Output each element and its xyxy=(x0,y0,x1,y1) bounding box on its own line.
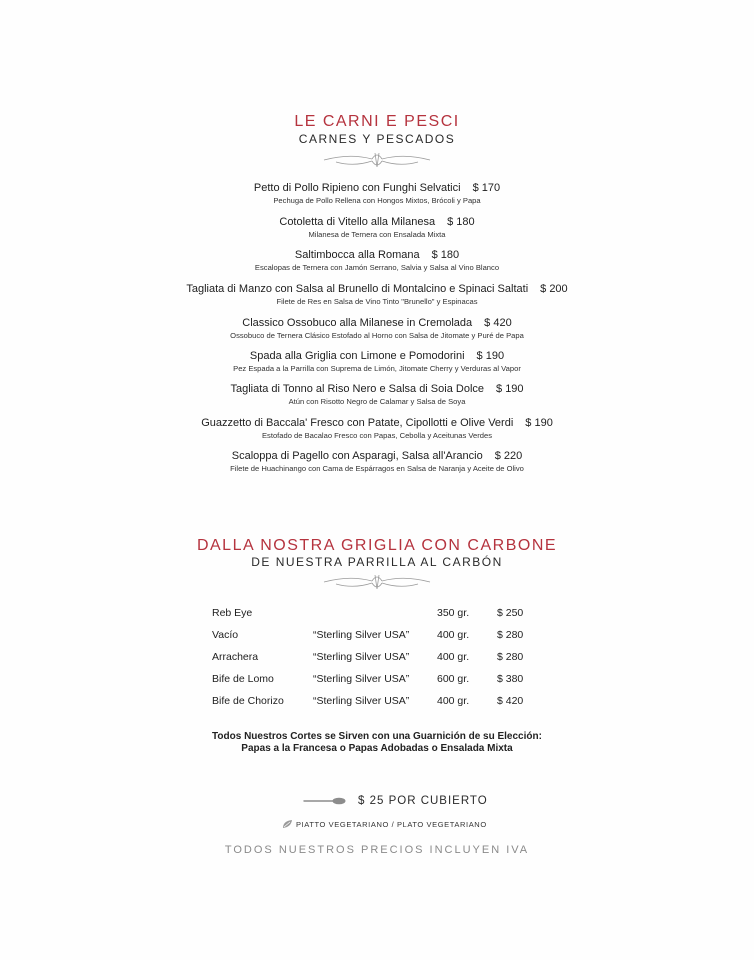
cut-brand: “Sterling Silver USA” xyxy=(313,629,410,641)
cut-weight: 350 gr. xyxy=(437,607,470,619)
price-tax-note: TODOS NUESTROS PRECIOS INCLUYEN IVA xyxy=(224,844,530,856)
dish-name: Tagliata di Manzo con Salsa al Brunello di Montalcino e Spinaci Saltati xyxy=(186,283,529,295)
dish-price: $ 200 xyxy=(540,283,568,295)
ornament-divider-top xyxy=(322,149,432,171)
cut-weight: 400 gr. xyxy=(437,651,470,663)
spoon-icon xyxy=(303,796,347,806)
dish-price: $ 190 xyxy=(525,417,553,429)
dish-price: $ 190 xyxy=(476,350,505,362)
list-item xyxy=(0,181,754,206)
dish-price: $ 170 xyxy=(472,182,501,194)
leaf-icon xyxy=(282,819,293,829)
list-item xyxy=(0,449,754,474)
dish-description: Milanesa de Ternera con Ensalada Mixta xyxy=(308,230,446,239)
dish-name: Spada alla Griglia con Limone e Pomodorini xyxy=(249,350,465,362)
cut-name: Bife de Chorizo xyxy=(212,695,284,707)
list-item xyxy=(0,248,754,273)
section-title-griglia: DALLA NOSTRA GRIGLIA CON CARBONE xyxy=(196,537,558,554)
table-row xyxy=(0,695,754,711)
dish-description: Ossobuco de Ternera Clásico Estofado al Horno con Salsa de Jitomate y Puré de Papa xyxy=(230,331,524,340)
list-item xyxy=(0,349,754,374)
dish-description: Estofado de Bacalao Fresco con Papas, Cebolla y Aceitunas Verdes xyxy=(261,431,493,440)
dish-name: Saltimbocca alla Romana xyxy=(294,249,420,261)
dish-name: Tagliata di Tonno al Riso Nero e Salsa di Soia Dolce xyxy=(230,383,485,395)
dish-name: Petto di Pollo Ripieno con Funghi Selvatici xyxy=(253,182,461,194)
ornament-divider-middle xyxy=(322,571,432,593)
garnish-note-line1: Todos Nuestros Cortes se Sirven con una Guarnición de su Elección: xyxy=(212,731,542,742)
vegetarian-legend: PIATTO VEGETARIANO / PLATO VEGETARIANO xyxy=(296,820,487,829)
cut-name: Vacío xyxy=(212,629,239,641)
dish-name: Classico Ossobuco alla Milanese in Cremolada xyxy=(242,317,473,329)
list-item xyxy=(0,282,754,307)
dish-price: $ 180 xyxy=(431,249,460,261)
cut-weight: 600 gr. xyxy=(437,673,470,685)
cut-brand: “Sterling Silver USA” xyxy=(313,673,410,685)
list-item xyxy=(0,316,754,341)
cut-brand: “Sterling Silver USA” xyxy=(313,695,410,707)
list-item xyxy=(0,416,754,441)
dish-price: $ 220 xyxy=(494,450,523,462)
cut-price: $ 420 xyxy=(497,695,524,707)
section-subtitle-carnes: CARNES Y PESCADOS xyxy=(298,132,456,146)
dish-description: Pez Espada a la Parrilla con Suprema de Limón, Jitomate Cherry y Verduras al Vapor xyxy=(233,364,521,373)
cut-name: Bife de Lomo xyxy=(212,673,274,685)
cut-name: Arrachera xyxy=(212,651,259,663)
table-row xyxy=(0,673,754,689)
dish-price: $ 420 xyxy=(484,317,512,329)
dish-description: Escalopas de Ternera con Jamón Serrano, Salvia y Salsa al Vino Blanco xyxy=(254,263,500,272)
cut-price: $ 380 xyxy=(497,673,524,685)
table-row xyxy=(0,651,754,667)
dish-description: Atún con Risotto Negro de Calamar y Salsa de Soya xyxy=(288,397,466,406)
table-row xyxy=(0,629,754,645)
table-row xyxy=(0,607,754,623)
list-item xyxy=(0,382,754,407)
dish-name: Guazzetto di Baccala' Fresco con Patate, Cipollotti e Olive Verdi xyxy=(201,417,514,429)
dish-name: Scaloppa di Pagello con Asparagi, Salsa all'Arancio xyxy=(231,450,483,462)
dish-name: Cotoletta di Vitello alla Milanesa xyxy=(279,216,436,228)
cut-brand: “Sterling Silver USA” xyxy=(313,651,410,663)
garnish-note-line2: Papas a la Francesa o Papas Adobadas o Ensalada Mixta xyxy=(241,743,513,754)
cut-price: $ 280 xyxy=(497,651,524,663)
cut-price: $ 280 xyxy=(497,629,524,641)
cut-weight: 400 gr. xyxy=(437,695,470,707)
list-item xyxy=(0,215,754,240)
section-title-carni: LE CARNI E PESCI xyxy=(294,113,460,130)
section-subtitle-parrilla: DE NUESTRA PARRILLA AL CARBÓN xyxy=(251,555,503,569)
cover-charge: $ 25 POR CUBIERTO xyxy=(358,795,488,807)
cut-name: Reb Eye xyxy=(212,607,253,619)
dish-price: $ 180 xyxy=(447,216,475,228)
dish-price: $ 190 xyxy=(496,383,524,395)
dish-description: Filete de Res en Salsa de Vino Tinto "Brunello" y Espinacas xyxy=(276,297,478,306)
cut-price: $ 250 xyxy=(497,607,524,619)
cut-weight: 400 gr. xyxy=(437,629,470,641)
dish-description: Pechuga de Pollo Rellena con Hongos Mixtos, Brócoli y Papa xyxy=(273,196,481,205)
dish-description: Filete de Huachinango con Cama de Espárragos en Salsa de Naranja y Aceite de Olivo xyxy=(230,464,524,473)
